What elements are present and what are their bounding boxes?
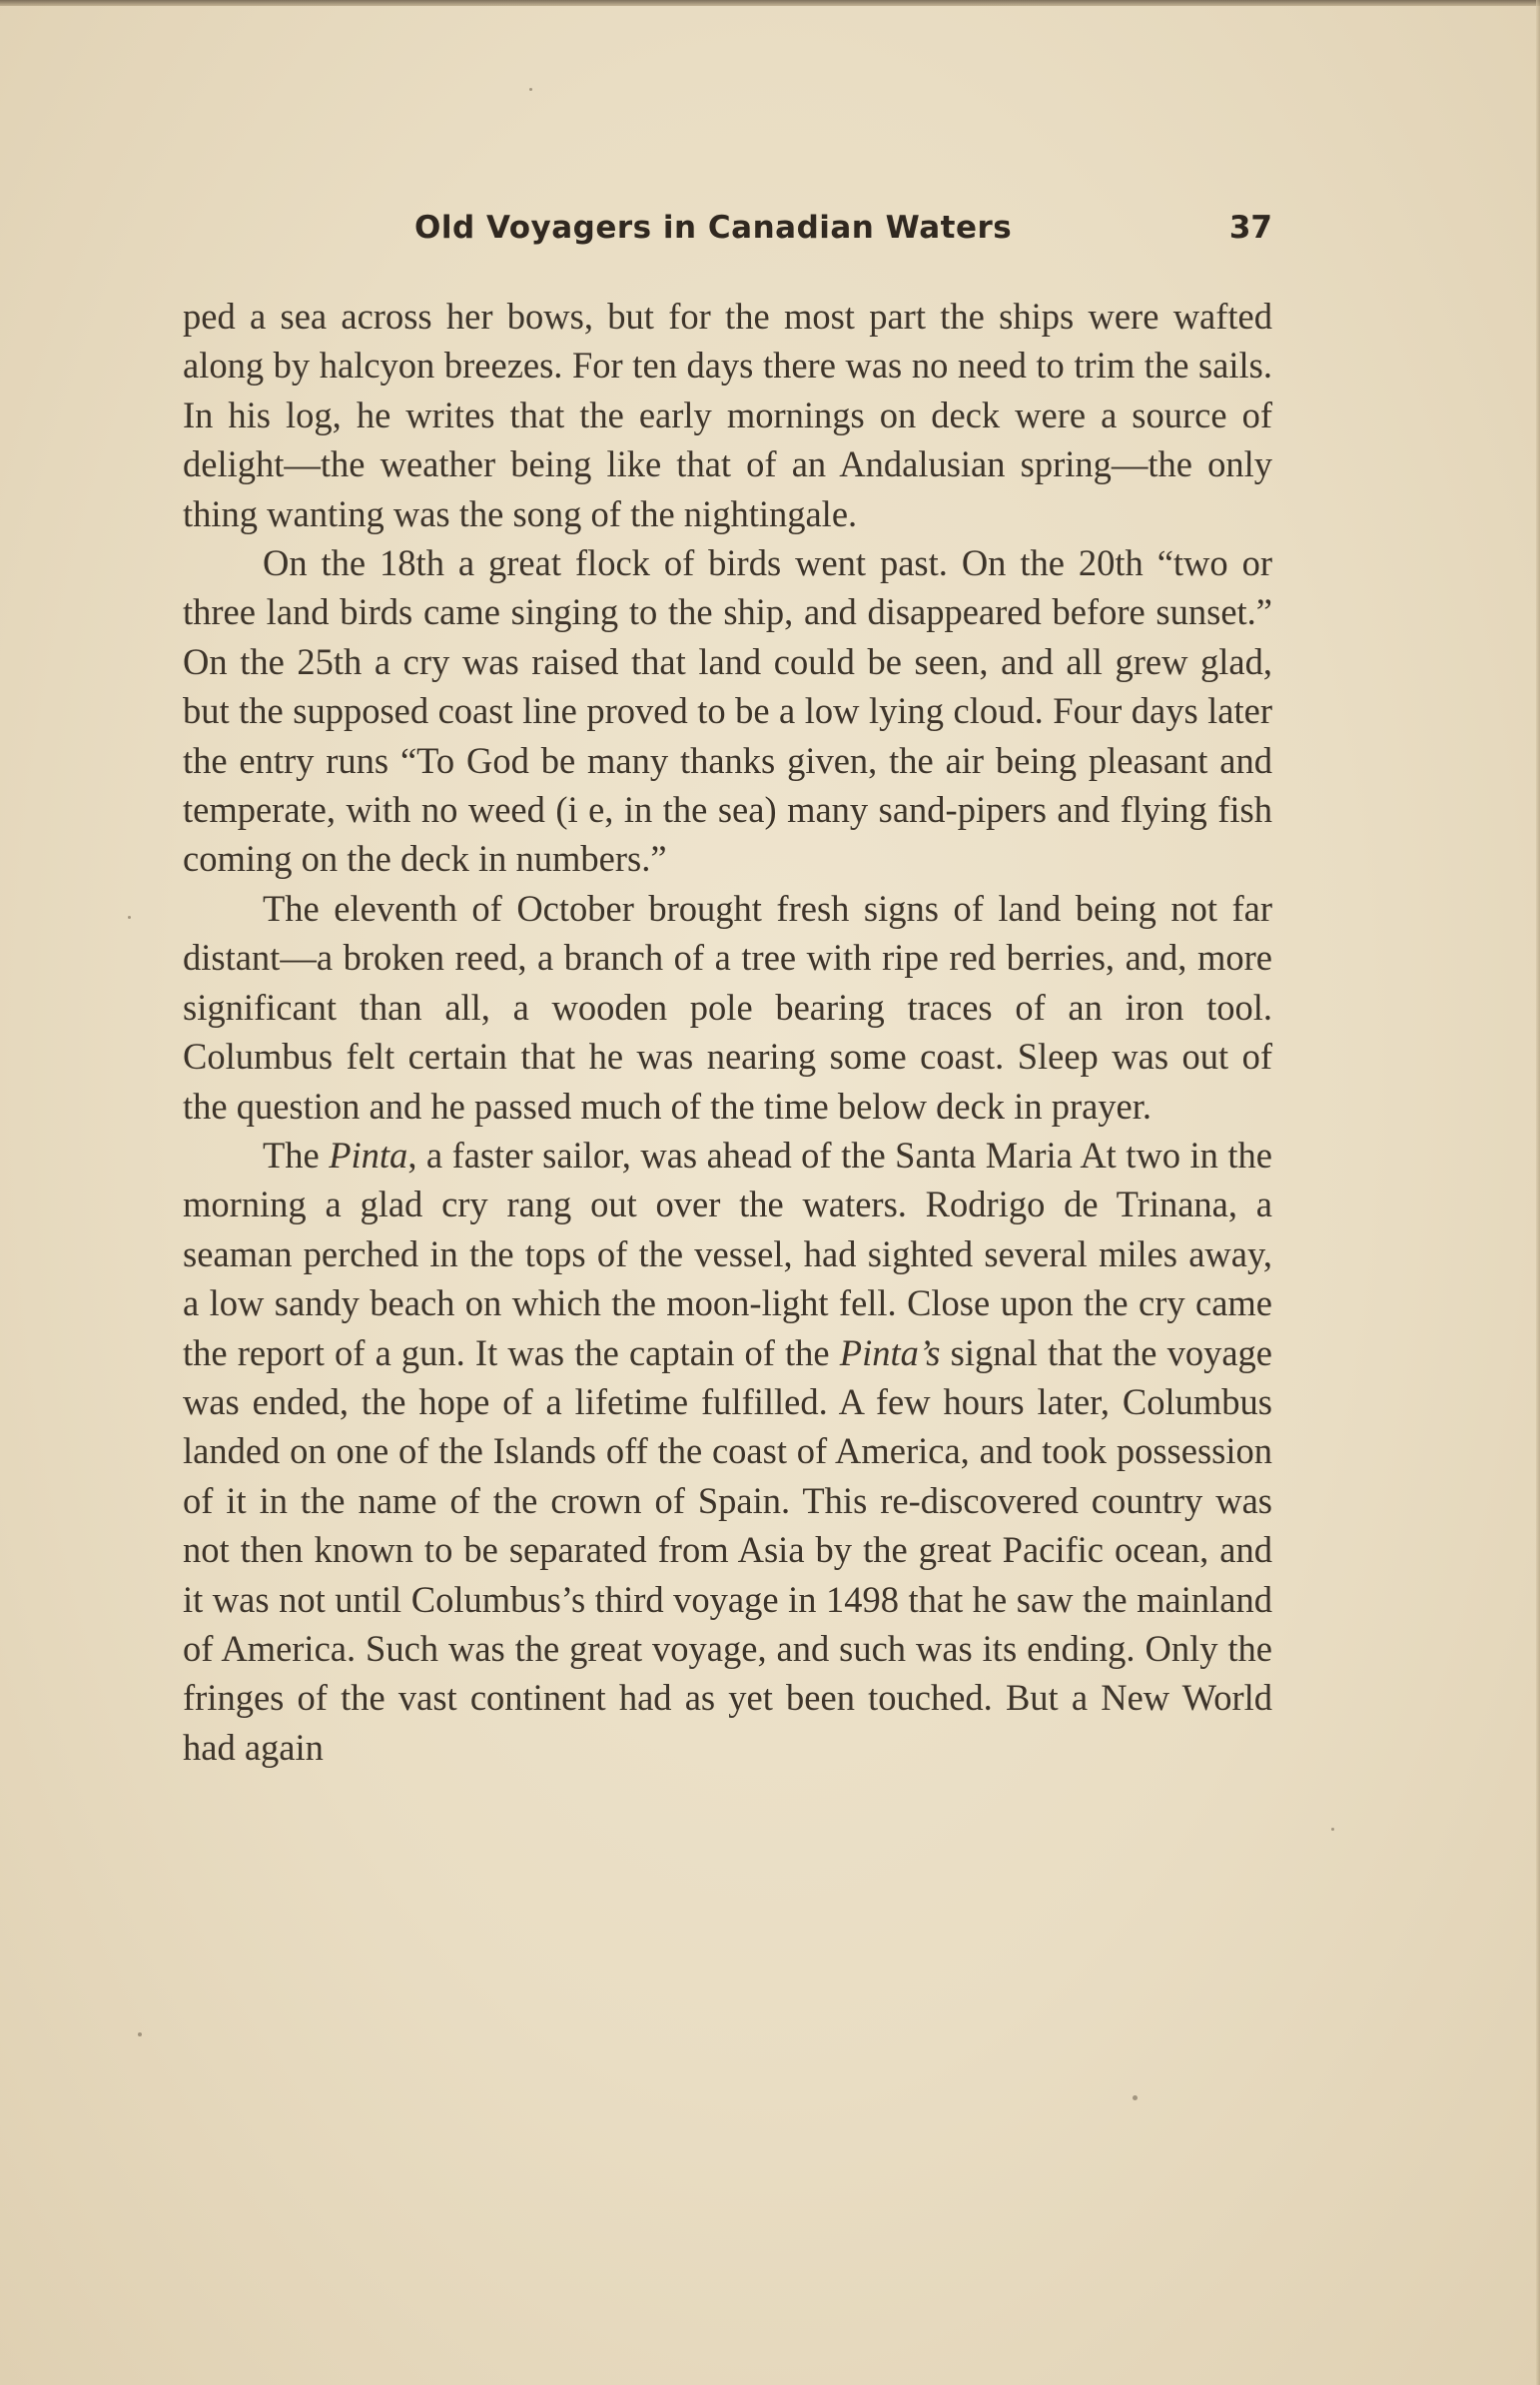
paragraph [183,538,1272,884]
paper-speck [1331,1828,1334,1831]
text-run: The [263,1134,330,1176]
page-top-edge [0,0,1540,6]
paragraph [183,292,1272,538]
page-number: 37 [1228,210,1272,246]
paper-speck [1133,2095,1138,2100]
paragraph [183,884,1272,1131]
text-run: The eleventh of October brought fresh signs of land being not far distant—a broken reed, a branch of a tree with ripe red berries, and, more significant than all, a wooden pole bearing traces of an iron tool. Columbus felt certain that he was nearing some coast. Sleep was out of the question and he passed much of the time below deck in prayer. [183,887,1272,1127]
italic-text: Pinta [329,1134,408,1176]
text-run: ped a sea across her bows, but for the most part the ships were wafted along by halcyon breezes. For ten days there was no need to trim the sails. In his log, he writes that the early mornings on deck were a source of delight—the weather being like that of an Andalusian spring—the only thing wanting was the song of the nightingale. [183,296,1272,534]
running-title: Old Voyagers in Canadian Waters [414,210,1013,246]
text-run: signal that the voyage was ended, the hope of a lifetime fulfilled. A few hours later, Columbus landed on one of the Islands off the coast of America, and took possession of it in the name of the crown of Spain. This re-discovered country was not then known to be separated from Asia by the great Pacific ocean, and it was not until Columbus’s third voyage in 1498 that he saw the mainland of America. Such was the great voyage, and such was its ending. Only the fringes of the vast continent had as yet been touched. But a New World had again [183,1331,1272,1768]
text-run: On the 18th a great flock of birds went past. On the 20th “two or three land birds came singing to the ship, and disappeared before sunset.” On the 25th a cry was raised that land could be seen, and all grew glad, but the supposed coast line proved to be a low lying cloud. Four days later the entry runs “To God be many thanks given, the air being pleasant and temperate, with no weed (i e, in the sea) many sand-pipers and flying fish coming on the deck in numbers.” [183,542,1272,880]
body-text [183,292,1272,1772]
paper-speck [138,2032,142,2036]
page-right-edge [1536,0,1540,2385]
paper-speck [529,88,532,91]
paragraph [183,1131,1272,1772]
italic-text: Pinta’s [839,1331,941,1373]
paper-speck [128,916,131,919]
page-header [183,208,1272,258]
text-run: , a faster sailor, was ahead of the Santa Maria At two in the morning a glad cry rang out over the waters. Rodrigo de Trinana, a seaman perched in the tops of the vessel, had sighted several miles away, a low sandy beach on which the moon-light fell. Close upon the cry came the report of a gun. It was the captain of the [183,1134,1272,1373]
